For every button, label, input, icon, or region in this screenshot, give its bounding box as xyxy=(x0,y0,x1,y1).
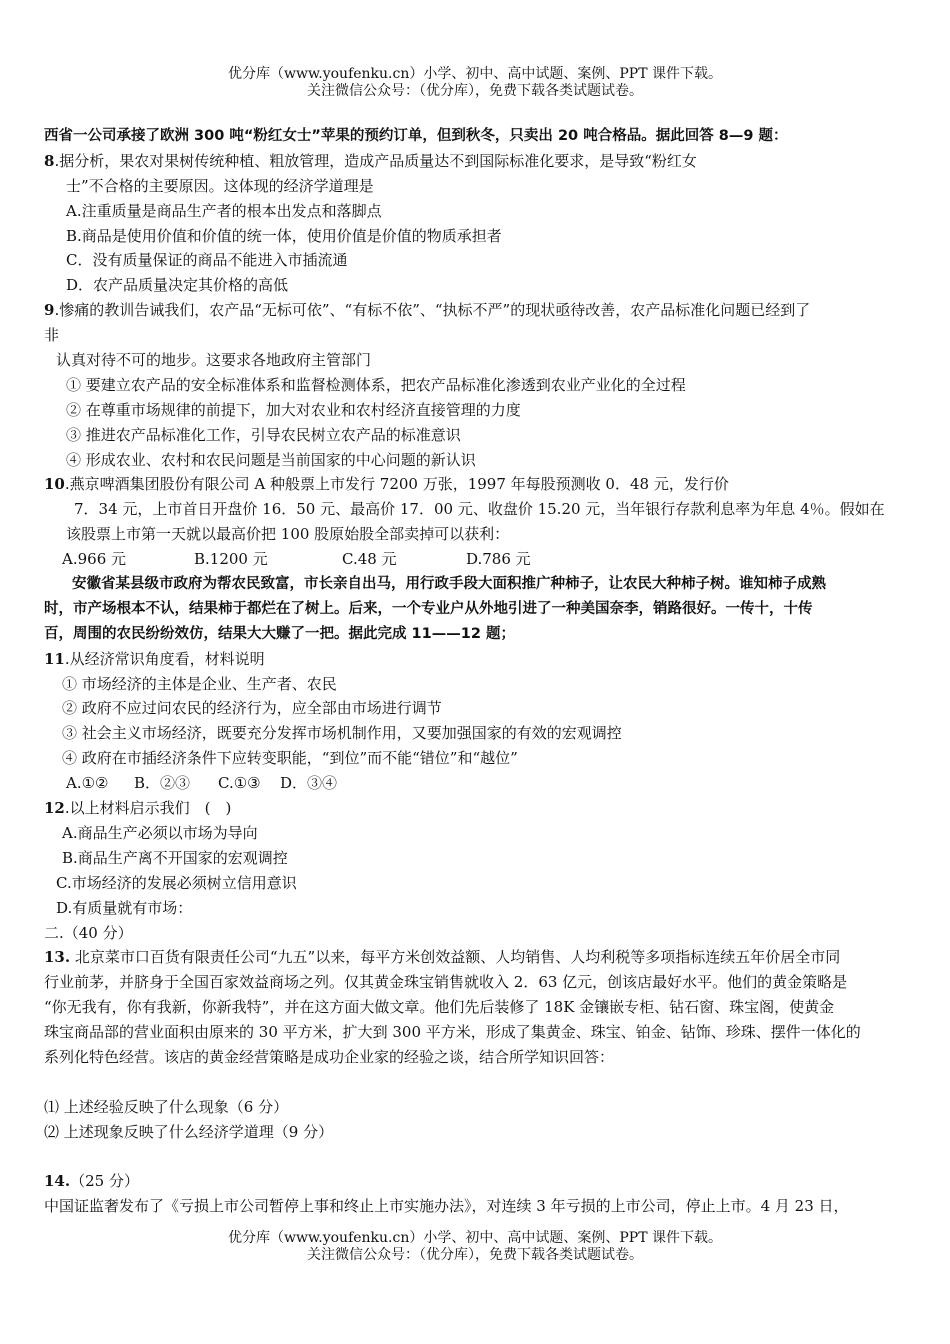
question-10-option-a: A.966 元 xyxy=(62,550,126,569)
footer-line-2: 关注微信公众号：（优分库），免费下载各类试题试卷。 xyxy=(307,1247,643,1263)
section-2-heading: 二.（40 分） xyxy=(44,923,133,942)
question-9-stem-line-3: 认真对待不可的地步。这要求各地政府主管部门 xyxy=(56,351,372,370)
question-13-sub-1: ⑴ 上述经验反映了什么现象（6 分） xyxy=(44,1097,289,1116)
question-12-stem xyxy=(44,796,946,821)
question-13-stem-line-1: 北京菜市口百货有限责任公司“九五”以来，每平方米创效益额、人均销售、人均利税等多项指标连续五年价居全市同 xyxy=(70,948,841,967)
exam-body xyxy=(44,124,946,1219)
question-13-number: 13. xyxy=(44,948,71,967)
question-12-option-c: C.市场经济的发展必须树立信用意识 xyxy=(56,873,297,892)
question-8-stem-line-2: 士”不合格的主要原因。这体现的经济学道理是 xyxy=(66,176,374,195)
question-13-sub-2: ⑵ 上述现象反映了什么经济学道理（9 分） xyxy=(44,1122,334,1141)
question-9-item-1: ① 要建立农产品的安全标准体系和监督检测体系，把农产品标准化渗透到农业产业化的全过程 xyxy=(66,375,686,394)
question-11-item-3: ③ 社会主义市场经济，既要充分发挥市场机制作用，又要加强国家的有效的宏观调控 xyxy=(62,724,622,743)
page-footer xyxy=(0,1230,950,1264)
question-13-stem-line-2: 行业前茅，并脐身于全国百家效益商场之列。仅其黄金珠宝销售就收入 2．63 亿元，创该店最好水平。他们的黄金策略是 xyxy=(44,973,848,992)
question-10-option-d: D.786 元 xyxy=(466,550,531,569)
question-12-option-a: A.商品生产必须以市场为导向 xyxy=(62,823,258,842)
question-11-stem-text: .从经济常识角度看，材料说明 xyxy=(64,649,265,668)
question-8-option-b: B.商品是使用价值和价值的统一体，使用价值是价值的物质承担者 xyxy=(66,226,502,245)
question-13-stem-line-4: 珠宝商品部的营业面积由原来的 30 平方米，扩大到 300 平方米，形成了集黄金、珠宝、铂金、钻饰、珍珠、摆件一体化的 xyxy=(44,1023,861,1042)
question-11-option-c: C.①③ xyxy=(218,774,261,793)
question-11-options xyxy=(44,771,946,796)
material-2-line-1: 安徽省某县级市政府为帮农民致富，市长亲自出马，用行政手段大面积推广种柿子，让农民大种柿子树。谁知柿子成熟 xyxy=(72,576,826,593)
header-line-2: 关注微信公众号：（优分库），免费下载各类试题试卷。 xyxy=(307,83,643,99)
question-8-stem xyxy=(44,149,946,174)
question-13-stem-line-5: 系列化特色经营。该店的黄金经营策略是成功企业家的经验之谈，结合所学知识回答： xyxy=(44,1047,615,1066)
question-10-stem-line-1: .燕京啤酒集团股份有限公司 A 种般票上市发行 7200 万张，1997 年每股预测收 0．48 元，发行价 xyxy=(64,475,729,494)
question-10-stem-line-2: 7．34 元，上市首日开盘价 16．50 元、最高价 17．00 元、收盘价 15.20 元，当年银行存款利息率为年息 4％。假如在 xyxy=(74,500,885,519)
material-2-line-3: 百，周围的农民纷纷效仿，结果大大赚了一把。据此完成 11——12 题； xyxy=(44,625,515,642)
question-14-number: 14. xyxy=(44,1172,71,1191)
question-11-option-a: A.①② xyxy=(66,774,109,793)
question-13-stem xyxy=(44,945,946,970)
question-8-option-c: C．没有质量保证的商品不能进入市插流通 xyxy=(66,251,348,270)
question-11-number: 11 xyxy=(44,649,65,668)
question-9-number: 9 xyxy=(44,301,55,320)
question-8-number: 8 xyxy=(44,151,55,170)
question-13-stem-line-3: “你无我有，你有我新，你新我特”，并在这方面大做文章。他们先后装修了 18K 金镶嵌专柜、钻石窗、珠宝阁，使黄金 xyxy=(44,998,835,1017)
footer-line-1: 优分库（www.youfenku.cn）小学、初中、高中试题、案例、PPT 课件下载。 xyxy=(227,1230,722,1246)
question-14-stem-line-1: 中国证监奢发布了《亏损上市公司暂停上事和终止上市实施办法》，对连续 3 年亏损的上市公司，停止上市。4 月 23 日， xyxy=(44,1197,849,1216)
question-14-heading xyxy=(44,1169,946,1194)
question-12-number: 12 xyxy=(44,799,65,818)
question-11-item-4: ④ 政府在市插经济条件下应转变职能，“到位”而不能“错位”和“越位” xyxy=(62,749,518,768)
question-11-stem xyxy=(44,647,946,672)
question-10-number: 10 xyxy=(44,475,65,494)
question-14-score: （25 分） xyxy=(70,1172,139,1191)
material-1: 西省一公司承接了欧洲 300 吨“粉红女士”苹果的预约订单，但到秋冬，只卖出 20 吨合格品。据此回答 8—9 题： xyxy=(44,128,788,144)
question-12-stem-text: .以上材料启示我们 ( ) xyxy=(64,799,232,818)
question-9-stem xyxy=(44,298,946,323)
question-11-option-d: D．③④ xyxy=(280,774,338,793)
question-10-option-b: B.1200 元 xyxy=(194,550,268,569)
question-12-option-b: B.商品生产离不开国家的宏观调控 xyxy=(62,848,288,867)
question-8-option-d: D．农产品质量决定其价格的高低 xyxy=(66,276,289,295)
question-11-item-1: ① 市场经济的主体是企业、生产者、农民 xyxy=(62,674,337,693)
material-2-line-2: 时，市产场根本不认，结果柿于都烂在了树上。后来，一个专业户从外地引进了一种美国奈李，销路很好。一传十，十传 xyxy=(44,600,813,617)
page-header xyxy=(0,66,950,100)
question-10-stem xyxy=(44,472,946,497)
question-10-options xyxy=(44,547,946,572)
spacer xyxy=(44,1070,946,1095)
question-9-stem-line-1: .惨痛的教训告诫我们，农产品“无标可依”、“有标不依”、“执标不严”的现状亟待改善，农产品标准化问题已经到了 xyxy=(54,301,811,320)
question-8-option-a: A.注重质量是商品生产者的根本出发点和落脚点 xyxy=(66,201,382,220)
question-9-stem-line-2: 非 xyxy=(44,326,60,345)
header-line-1: 优分库（www.youfenku.cn）小学、初中、高中试题、案例、PPT 课件下载。 xyxy=(227,66,722,82)
question-10-stem-line-3: 该股票上市第一天就以最高价把 100 股原始股全部卖掉可以获利： xyxy=(66,525,510,544)
question-12-option-d: D.有质量就有市场： xyxy=(56,898,193,917)
question-11-option-b: B．②③ xyxy=(134,774,191,793)
question-10-option-c: C.48 元 xyxy=(342,550,397,569)
spacer xyxy=(44,1145,946,1170)
question-8-stem-line-1: .据分析，果农对果树传统种植、粗放管理，造成产品质量达不到国际标准化要求，是导致“粉红女 xyxy=(54,151,697,170)
question-9-item-4: ④ 形成农业、农村和农民问题是当前国家的中心问题的新认识 xyxy=(66,450,476,469)
question-9-item-3: ③ 推进农产品标准化工作，引导农民树立农产品的标准意识 xyxy=(66,425,461,444)
question-9-item-2: ② 在尊重市场规律的前提下，加大对农业和农村经济直接管理的力度 xyxy=(66,400,521,419)
question-11-item-2: ② 政府不应过问农民的经济行为，应全部由市场进行调节 xyxy=(62,699,442,718)
